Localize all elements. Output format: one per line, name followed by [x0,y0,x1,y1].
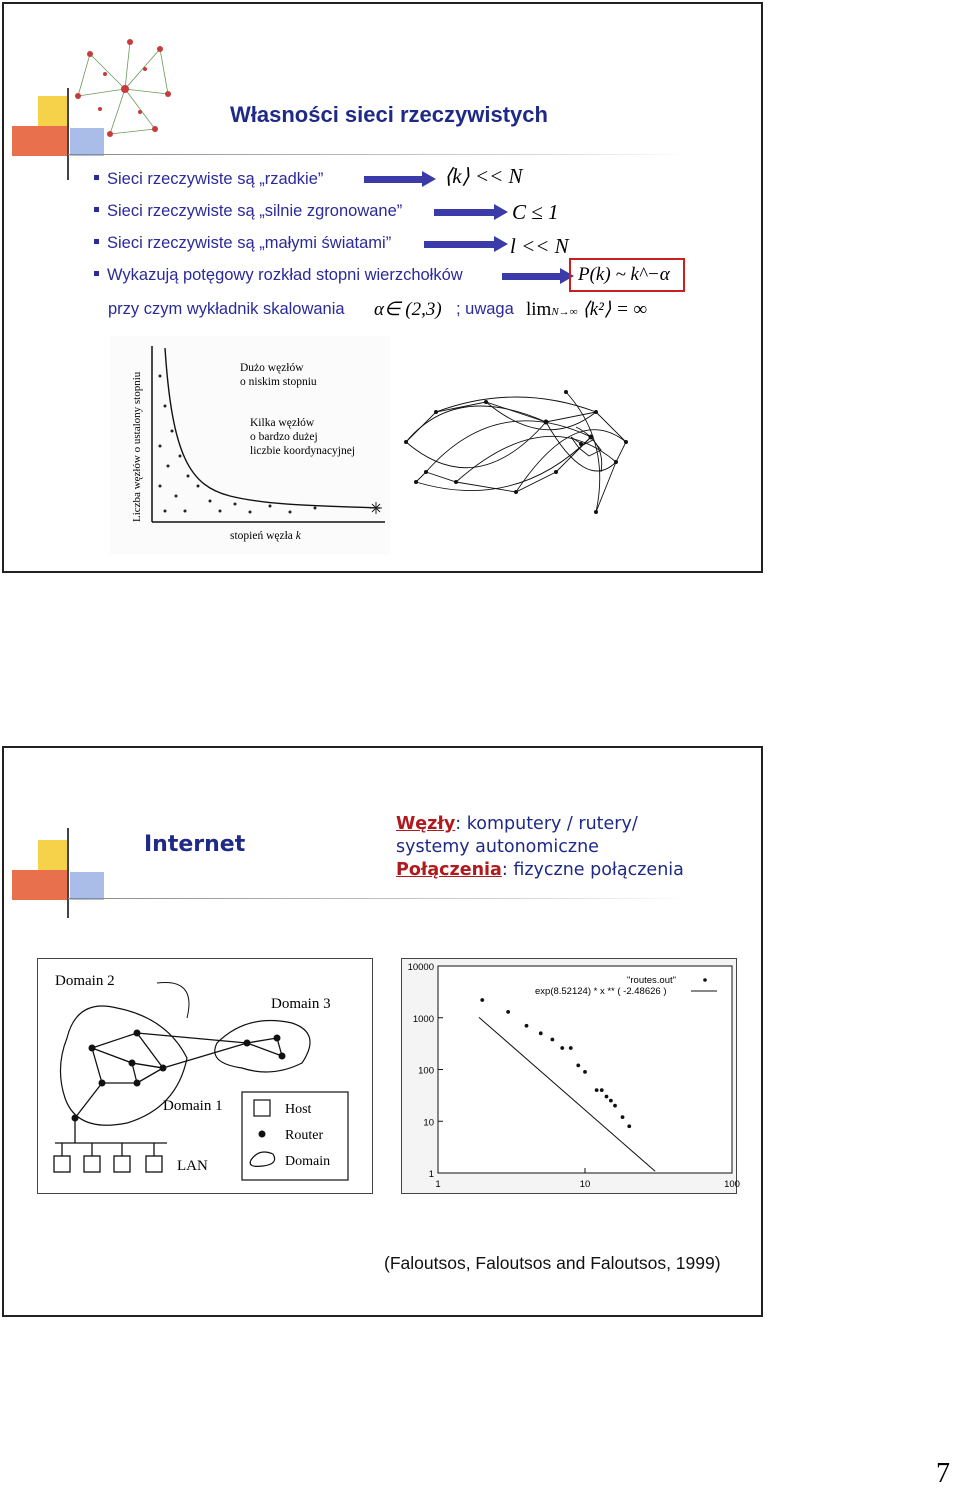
y-tick-label: 1 [428,1169,434,1180]
citation: (Faloutsos, Faloutsos and Faloutsos, 1999) [384,1253,721,1273]
figure-annotation-2a: Kilka węzłów [250,417,315,429]
degree-loglog-plot [401,958,740,1194]
slide-1 [2,2,763,573]
formula-lim: limN→∞ ⟨k²⟩ = ∞ [526,299,648,320]
degree-distribution-figure [110,336,390,554]
data-point [576,1064,580,1068]
bullet-clustered: Sieci rzeczywiste są „silnie zgronowane” [94,202,402,221]
decor-vertical-line [67,88,69,180]
domain-3-label: Domain 3 [271,996,331,1012]
network-icon [70,34,180,144]
legend-host: Host [285,1102,312,1117]
plot-legend-2: exp(8.52124) * x ** ( -2.48626 ) [535,986,667,997]
data-point [613,1104,617,1108]
data-point [600,1088,604,1092]
slide-2 [2,746,763,1317]
y-tick-label: 10000 [407,962,434,973]
slide-title: Własności sieci rzeczywistych [230,102,548,127]
figure-annotation-2c: liczbie koordynacyjnej [250,445,356,457]
formula-small-world: l << N [510,234,569,258]
note-uwaga: ; uwaga [456,300,514,318]
x-tick-label: 10 [579,1179,591,1190]
y-tick-label: 1000 [412,1013,434,1025]
bullet-small-world: Sieci rzeczywiste są „małymi światami” [94,234,391,253]
figure-annotation-1b: o niskim stopniu [240,376,317,388]
decor-yellow-square [38,840,68,870]
data-point [569,1046,573,1050]
title-divider [68,898,688,899]
formula-alpha-range: α∈ (2,3) [374,299,442,320]
scale-free-network-drawing [396,382,636,522]
figure-xlabel: stopień węzła k [230,530,301,542]
domain-1-label: Domain 1 [163,1098,223,1114]
plot-legend-1: "routes.out" [627,975,676,986]
plot-legend-marker [703,978,707,982]
data-point [583,1070,587,1074]
y-tick-label: 10 [423,1117,434,1129]
lan-label: LAN [177,1158,208,1174]
decor-blue-square [70,872,104,900]
formula-clustering: C ≤ 1 [512,200,559,224]
internet-domain-diagram [37,958,373,1194]
data-point [609,1099,613,1103]
data-point [525,1024,529,1028]
decor-red-square [12,870,67,900]
legend-router: Router [285,1128,324,1143]
links-info: Połączenia: fizyczne połączenia [396,860,684,880]
formula-power-law: P(k) ~ k^−α [578,264,670,285]
bullet-power-law: Wykazują potęgowy rozkład stopni wierzchołków [94,266,463,285]
x-tick-label: 1 [435,1179,441,1190]
decor-vertical-line [67,828,69,918]
bullet-sparse: Sieci rzeczywiste są „rzadkie” [94,170,323,189]
arrow-3 [424,241,496,248]
data-point [605,1095,609,1099]
page-number: 7 [936,1458,950,1489]
figure-annotation-2b: o bardzo dużej [250,431,318,443]
y-tick-label: 100 [418,1065,434,1077]
data-point [506,1010,510,1014]
decor-red-square [12,126,67,156]
data-point [539,1031,543,1035]
figure-annotation-1a: Dużo węzłów [240,362,304,374]
data-point [627,1124,631,1128]
legend-domain: Domain [285,1154,331,1169]
data-point [595,1088,599,1092]
formula-sparse: ⟨k⟩ << N [444,164,523,188]
data-point [550,1038,554,1042]
data-point [621,1115,625,1119]
nodes-info: Węzły: komputery / rutery/ [396,814,638,834]
title-divider [68,154,688,155]
note-exponent: przy czym wykładnik skalowania [108,300,345,318]
nodes-info-2: systemy autonomiczne [396,837,599,857]
figure-ylabel: Liczba węzłów o ustalony stopniu [131,371,143,522]
domain-2-label: Domain 2 [55,973,115,989]
arrow-4 [502,273,562,280]
slide-title: Internet [144,832,246,857]
arrow-2 [434,209,496,216]
data-point [480,998,484,1002]
data-point [560,1046,564,1050]
x-tick-label: 100 [724,1179,740,1190]
arrow-1 [364,176,424,183]
decor-yellow-square [38,96,68,126]
